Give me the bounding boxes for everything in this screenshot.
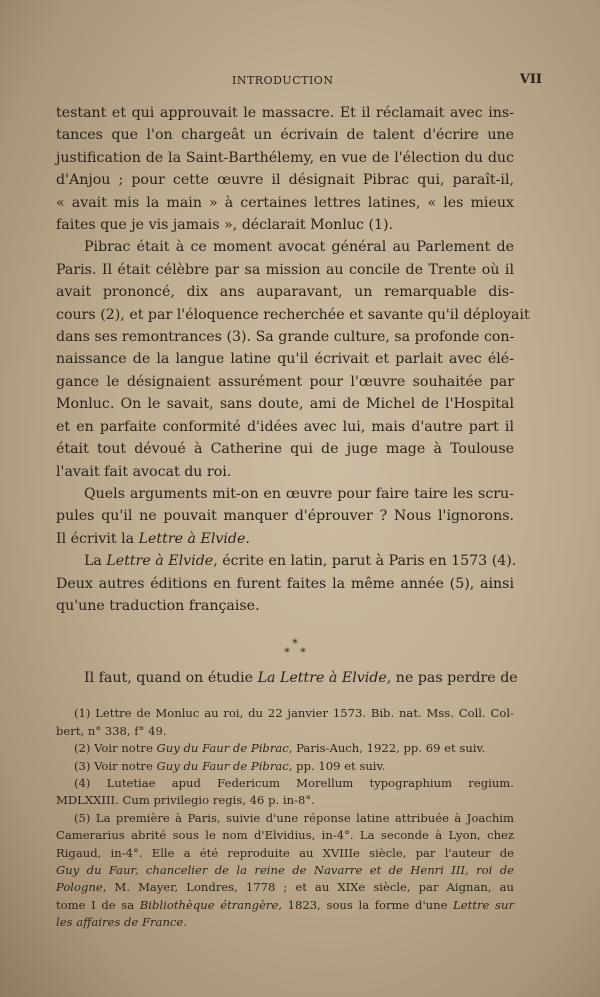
text-line: était tout dévoué à Catherine qui de juge mage à Toulouse [56,441,514,458]
text-line: gance le désignaient assurément pour l'œuvre souhaitée par [56,373,514,390]
text-line: Pibrac était à ce moment avocat général au Parlement de [84,239,514,256]
separator-star: * [292,637,298,651]
text-line [56,528,514,550]
text-line: « avait mis la main » à certaines lettres latines, « les mieux [56,194,514,211]
section-separator [56,637,514,660]
text-line: naissance de la langue latine qu'il écrivait et parlait avec élé- [56,351,514,368]
italic-title: Lettre sur [453,897,514,912]
text-line: faites que je vis jamais », déclarait Monluc (1). [56,217,394,234]
italic-title: les affaires de France. [56,915,187,930]
footnote-line [56,914,514,931]
footnote-line: (2) Voir notre Guy du Faur de Pibrac, Paris-Auch, 1922, pp. 69 et suiv. [74,741,486,756]
italic-title: Guy du Faur de Pibrac [156,741,289,756]
text-line: Quels arguments mit-on en œuvre pour faire taire les scru- [84,485,514,502]
italic-title: Lettre à Elvide [106,553,214,570]
footnote-line: (3) Voir notre Guy du Faur de Pibrac, pp. 109 et suiv. [74,758,386,773]
footnote-line: Pologne, M. Mayer, Londres, 1778 ; et au XIXe siècle, par Aignan, au [56,880,514,895]
italic-title: Pologne [56,880,103,895]
text-line: testant et qui approuvait le massacre. Et il réclamait avec ins- [56,105,514,121]
footnote-line: (5) La première à Paris, suivie d'une réponse latine attribuée à Joachim [74,810,514,825]
text-line: justification de la Saint-Barthélemy, en vue de l'élection du duc [56,149,514,166]
italic-title: Lettre à Elvide. [138,530,250,547]
text-fragment: La [84,553,107,570]
footnote-line: bert, n° 338, f° 49. [56,723,167,738]
text-fragment: Il faut, quand on étudie [84,670,258,687]
page-text-block [56,70,542,932]
text-line [56,667,518,689]
text-line: qu'une traduction française. [56,597,260,614]
text-line: Monluc. On le savait, sans doute, ami de Michel de l'Hospital [56,396,514,413]
main-text [56,102,530,617]
italic-title: La Lettre à Elvide [257,670,387,687]
separator-star-pair: * * [284,646,306,660]
italic-title: Bibliothèque étrangère [139,897,279,912]
text-fragment: , ne pas perdre de [386,670,518,687]
text-line: d'Anjou ; pour cette œuvre il désignait Pibrac qui, paraît-il, [56,172,514,189]
italic-title: Guy du Faur, chancelier de la reine de Navarre et de Henri III, roi de [56,863,514,877]
footnote-line: Rigaud, in-4°. Elle a été reproduite au XVIIIe siècle, par l'auteur de [56,845,514,860]
footnote-line: MDLXXIII. Cum privilegio regis, 46 p. in-8°. [56,793,315,808]
text-line: pules qu'il ne pouvait manquer d'éprouver ? Nous l'ignorons. [56,508,514,525]
page-number: VII [519,72,542,87]
footnote-line: (4) Lutetiae apud Federicum Morellum typographium regium. [74,775,514,790]
text-line [56,550,517,572]
text-fragment: , écrite en latin, parut à Paris en 1573 (4). [213,553,517,570]
text-fragment: Il écrivit la [56,530,139,547]
footnote-line [56,862,514,879]
footnote-line: tome I de sa Bibliothèque étrangère, 1823, sous la forme d'une Lettre sur [56,897,514,912]
text-line: avait prononcé, dix ans auparavant, un remarquable dis- [56,284,514,301]
text-line: Paris. Il était célèbre par sa mission au concile de Trente où il [56,261,514,278]
text-line: Deux autres éditions en furent faites la même année (5), ainsi [56,575,514,592]
text-line: et en parfaite conformité d'idées avec lui, mais d'autre part il [56,418,514,435]
text-line: tances que l'on chargeât un écrivain de talent d'écrire une [56,127,514,144]
italic-title: Guy du Faur de Pibrac [156,758,289,773]
footnote-line: Camerarius abrité sous le nom d'Elvidius, in-4°. La seconde à Lyon, chez [56,828,514,843]
running-header [56,70,542,94]
text-line: dans ses remontrances (3). Sa grande culture, sa profonde con- [56,329,515,346]
text-line: l'avait fait avocat du roi. [56,463,232,480]
running-title: INTRODUCTION [232,74,334,87]
footnotes [56,705,514,931]
footnote-line: (1) Lettre de Monluc au roi, du 22 janvier 1573. Bib. nat. Mss. Coll. Col- [74,706,514,721]
text-line: cours (2), et par l'éloquence recherchée et savante qu'il déployait [56,306,530,323]
